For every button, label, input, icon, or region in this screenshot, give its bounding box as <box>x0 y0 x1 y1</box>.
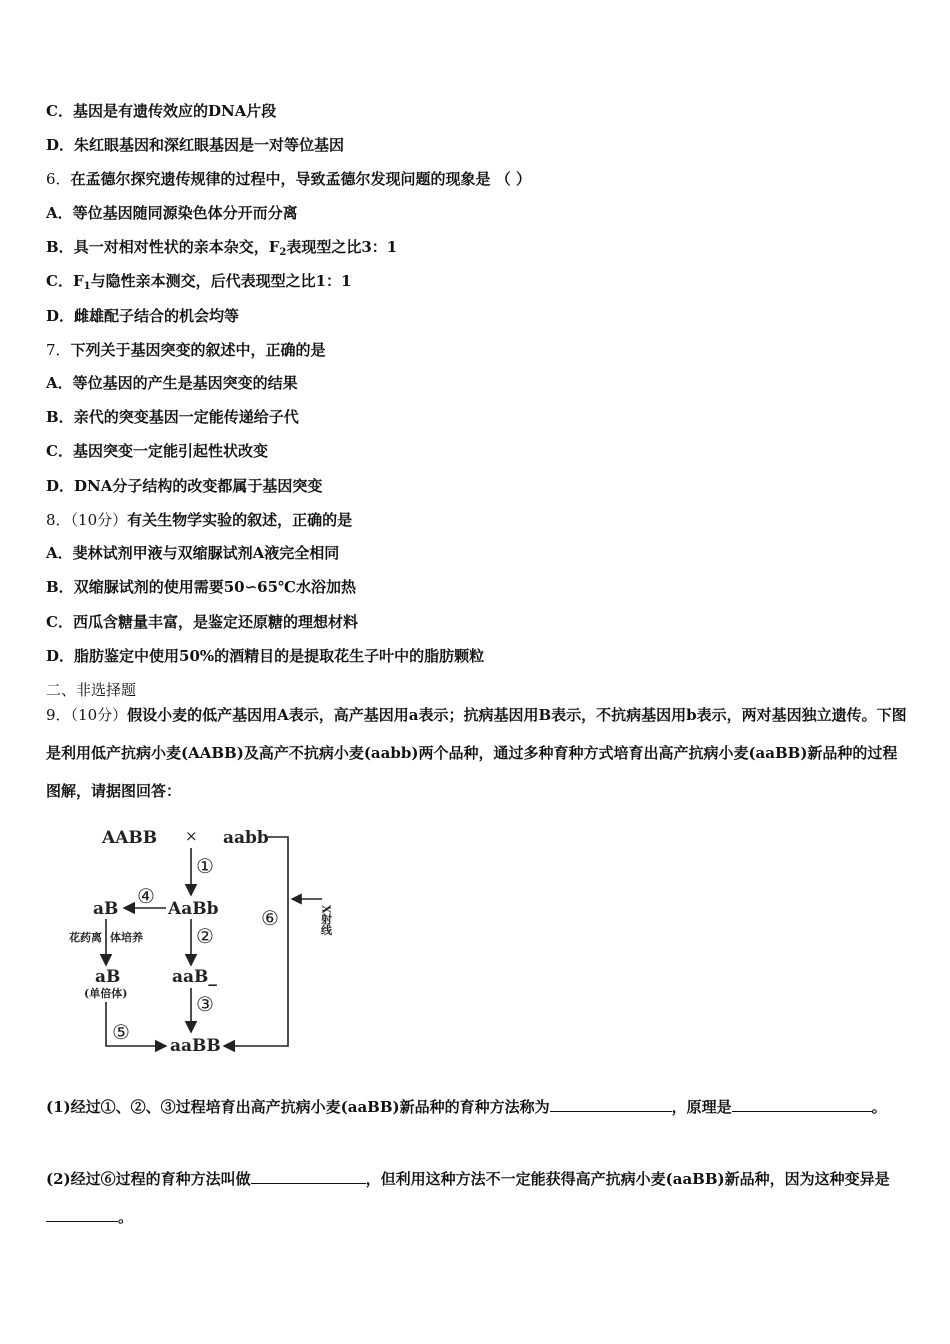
q5-option-c: C．基因是有遗传效应的DNA片段 <box>46 102 277 120</box>
q7-option-d: D．DNA分子结构的改变都属于基因突变 <box>46 477 323 495</box>
arrow-step-6 <box>224 837 288 1046</box>
breeding-diagram <box>69 815 360 1060</box>
q7-option-c: C．基因突变一定能引起性状改变 <box>46 442 268 460</box>
q6-option-a: A．等位基因随同源染色体分开而分离 <box>46 204 298 222</box>
q7-option-b: B．亲代的突变基因一定能传递给子代 <box>46 408 299 426</box>
xray-label: X射线 <box>319 905 333 936</box>
answer-blank-variation[interactable] <box>46 1205 118 1222</box>
anther-culture-label-left: 花药离 <box>69 931 102 944</box>
answer-blank-principle[interactable] <box>732 1095 864 1112</box>
q8-option-c: C．西瓜含糖量丰富，是鉴定还原糖的理想材料 <box>46 613 358 631</box>
section-heading: 二、非选择题 <box>46 681 137 699</box>
q6-option-b: B．具一对相对性状的亲本杂交，$F_2$表现型之比3：1 <box>46 238 398 258</box>
answer-blank-breeding-method[interactable] <box>251 1167 366 1184</box>
cross-symbol: × <box>185 827 198 845</box>
parent-aabb-dominant: AABB <box>102 828 158 848</box>
q8-option-b: B．双缩脲试剂的使用需要50∽65℃水浴加热 <box>46 578 356 596</box>
gamete-ab: aB <box>93 899 119 919</box>
q9-sub1: (1)经过①、②、③过程培育出高产抗病小麦(aaBB)新品种的育种方法称为 ，原理是 。 <box>46 1088 908 1126</box>
step-6-label: ⑥ <box>261 906 279 930</box>
step-1-label: ① <box>196 854 214 878</box>
step-5-label: ⑤ <box>112 1020 130 1044</box>
answer-blank-method[interactable] <box>550 1095 672 1112</box>
step-3-label: ③ <box>196 992 214 1016</box>
parent-aabb-recessive: aabb <box>223 828 269 848</box>
step-4-label: ④ <box>137 884 155 908</box>
answer-blank-principle-wrap <box>864 1095 872 1112</box>
q9-sub2: (2)经过⑥过程的育种方法叫做 ，但利用这种方法不一定能获得高产抗病小麦(aaBB)新品种，因为这种变异是。 <box>46 1160 908 1236</box>
q8-option-a: A．斐林试剂甲液与双缩脲试剂A液完全相同 <box>46 544 340 562</box>
haploid-ab: aB <box>95 967 121 987</box>
q8-option-d: D．脂肪鉴定中使用50%的酒精目的是提取花生子叶中的脂肪颗粒 <box>46 647 485 665</box>
q6-option-c: C．$F_1$与隐性亲本测交，后代表现型之比1：1 <box>46 272 352 292</box>
q8-stem: 8．（10分）有关生物学实验的叙述，正确的是 <box>46 511 353 529</box>
q5-option-d: D．朱红眼基因和深红眼基因是一对等位基因 <box>46 136 345 154</box>
step-2-label: ② <box>196 924 214 948</box>
anther-culture-label-right: 体培养 <box>110 931 143 944</box>
target-aabb: aaBB <box>170 1036 221 1056</box>
q9-stem: 9．（10分）假设小麦的低产基因用A表示，高产基因用a表示；抗病基因用B表示，不抗病基因用b表示，两对基因独立遗传。下图是利用低产抗病小麦(AABB)及高产不抗病小麦(aabb)两个品种，通过多种育种方式培育出高产抗病小麦(aaBB)新品种的过程图解，请据图回答： <box>46 706 907 800</box>
q6-option-d: D．雌雄配子结合的机会均等 <box>46 307 240 325</box>
q6-stem: 6．在孟德尔探究遗传规律的过程中，导致孟德尔发现问题的现象是 （ ） <box>46 170 531 188</box>
f2-aab: aaB_ <box>172 967 217 987</box>
q7-option-a: A．等位基因的产生是基因突变的结果 <box>46 374 298 392</box>
f1-aabb: AaBb <box>168 899 219 919</box>
haploid-note: (单倍体) <box>84 987 128 1000</box>
q7-stem: 7．下列关于基因突变的叙述中，正确的是 <box>46 341 326 359</box>
